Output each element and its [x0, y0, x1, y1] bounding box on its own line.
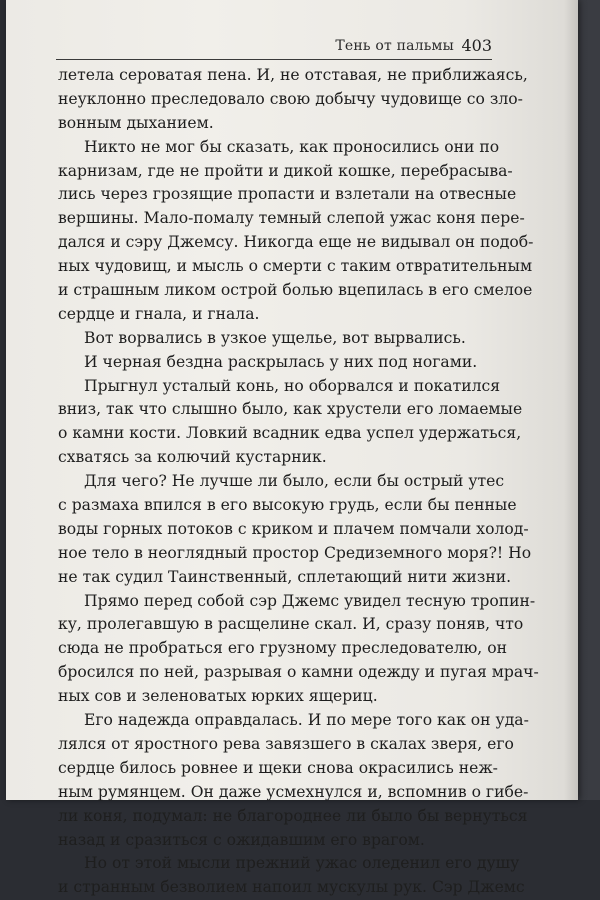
text-line: летела сероватая пена. И, не отставая, не приближаясь,	[58, 66, 528, 84]
text-line: И черная бездна раскрылась у них под ногами.	[84, 352, 478, 371]
text-line: Его надежда оправдалась. И по мере того как он уда-	[84, 711, 529, 730]
text-line: не так судил Таинственный, сплетающий нити жизни.	[58, 567, 512, 586]
text-line: вонным дыханием.	[58, 113, 214, 132]
text-line: ное тело в неоглядный простор Средиземного моря?! Но	[58, 543, 532, 562]
text-line: неуклонно преследовало свою добычу чудовище со зло-	[58, 89, 523, 108]
text-line: лялся от яростного рева завязшего в скалах зверя, его	[58, 734, 514, 753]
text-line: дался и сэру Джемсу. Никогда еще не видывал он подоб-	[58, 233, 534, 252]
text-line: сердце и гнала, и гнала.	[58, 304, 260, 323]
book-page	[6, 0, 578, 897]
text-line: лись через грозящие пропасти и взлетали на отвесные	[58, 185, 517, 204]
text-line: назад и сразиться с ожидавшим его врагом.	[58, 830, 425, 849]
body-text	[58, 64, 539, 900]
text-line: Вот ворвались в узкое ущелье, вот вырвались.	[84, 328, 466, 347]
text-line: схватясь за колючий кустарник.	[58, 448, 327, 467]
text-line: ным румянцем. Он даже усмехнулся и, вспомнив о гибе-	[58, 782, 529, 801]
text-line: с размаха впился в его высокую грудь, если бы пенные	[58, 496, 517, 515]
text-line: ли коня, подумал: не благороднее ли было бы вернуться	[58, 806, 528, 825]
text-line: Для чего? Не лучше ли было, если бы острый утес	[84, 472, 505, 491]
text-line: вниз, так что слышно было, как хрустели его ломаемые	[58, 400, 523, 419]
text-line: бросился по ней, разрывая о камни одежду и пугая мрач-	[58, 663, 539, 682]
page-number: 403	[461, 36, 492, 55]
text-line: и странным безволием напоил мускулы рук. Сэр Джемс	[58, 878, 525, 897]
page-edge-shadow	[564, 0, 578, 800]
text-line: и страшным ликом острой болью вцепилась в его смелое	[58, 281, 533, 300]
header-rule	[56, 59, 492, 60]
text-line: Но от этой мысли прежний ужас оледенил его душу	[84, 854, 520, 873]
running-title: Тень от пальмы	[335, 38, 454, 54]
text-line: Никто не мог бы сказать, как проносились они по	[84, 137, 500, 156]
text-line: ку, пролегавшую в расщелине скал. И, сразу поняв, что	[58, 615, 524, 634]
text-line: о камни кости. Ловкий всадник едва успел удержаться,	[58, 424, 522, 443]
text-line: Прыгнул усталый конь, но оборвался и покатился	[84, 376, 501, 395]
text-line: сердце билось ровнее и щеки снова окрасились неж-	[58, 758, 498, 777]
text-line: ных чудовищ, и мысль о смерти с таким отвратительным	[58, 257, 533, 276]
text-line: вершины. Мало-помалу темный слепой ужас коня пере-	[58, 209, 525, 228]
text-line: воды горных потоков с криком и плачем помчали холод-	[58, 519, 529, 538]
text-line: ных сов и зеленоватых юрких ящериц.	[58, 687, 378, 706]
page-header	[56, 32, 492, 60]
text-line: Прямо перед собой сэр Джемс увидел тесную тропин-	[84, 591, 536, 610]
text-line: сюда не пробраться его грузному преследователю, он	[58, 639, 508, 658]
text-line: карнизам, где не пройти и дикой кошке, перебрасыва-	[58, 161, 513, 180]
